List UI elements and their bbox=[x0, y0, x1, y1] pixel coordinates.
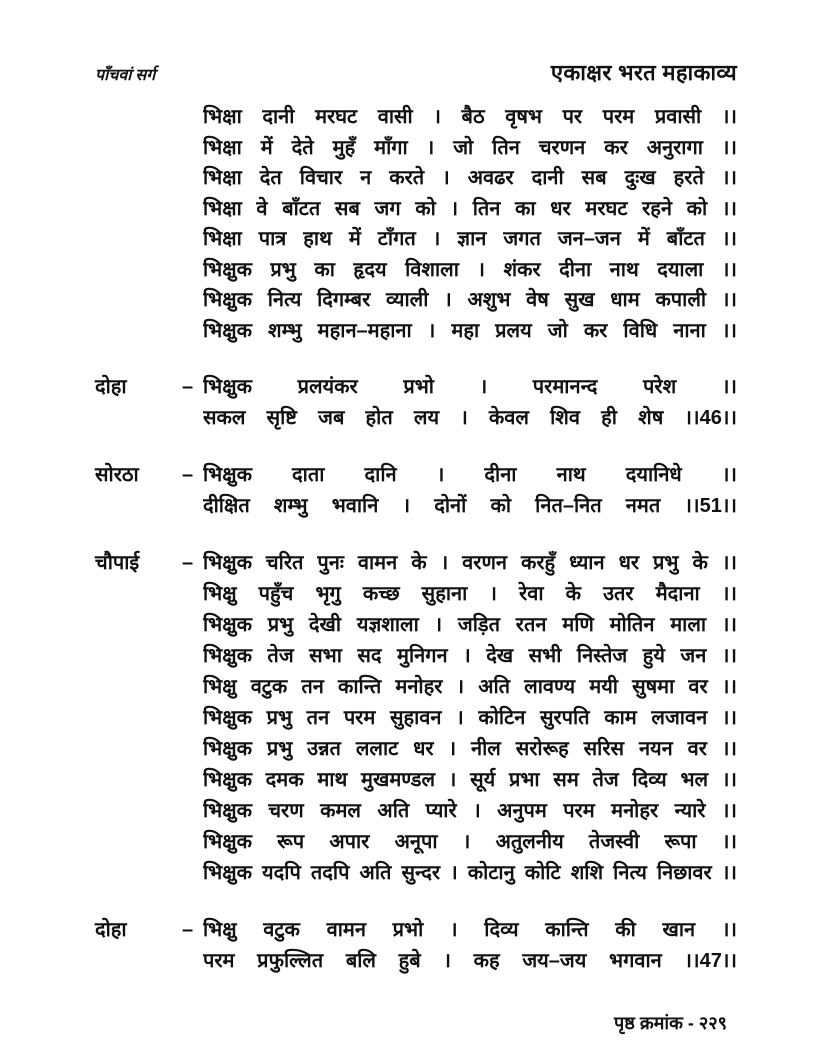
verse-line: भिक्षा देत विचार न करते । अवढर दानी सब दुःख हरते ।। bbox=[203, 167, 737, 189]
stanza-label: दोहा bbox=[95, 376, 127, 398]
stanza-dash: – bbox=[182, 552, 194, 574]
verse-line: सकल सृष्टि जब होत लय । केवल शिव ही शेष ।।46।। bbox=[203, 407, 737, 429]
stanza-chaupai bbox=[95, 548, 737, 889]
verse-line: भिक्षुक रूप अपार अनूपा । अतुलनीय तेजस्वी रूपा ।। bbox=[203, 831, 737, 853]
verse-line: भिक्षुक शम्भु महान–महाना । महा प्रलय जो कर विधि नाना ।। bbox=[203, 319, 737, 342]
verse-line: भिक्षा पात्र हाथ में टाँगत । ज्ञान जगत जन–जन में बाँटत ।। bbox=[203, 228, 737, 250]
stanza-dash: – bbox=[182, 464, 194, 486]
verse-line: भिक्षुक यदपि तदपि अति सुन्दर । कोटानु कोटि शशि नित्य निछावर ।। bbox=[203, 862, 737, 884]
verse-line: भिक्षुक चरण कमल अति प्यारे । अनुपम परम मनोहर न्यारे ।। bbox=[203, 800, 737, 822]
verse-line: भिक्षुक तेज सभा सद मुनिगन । देख सभी निस्तेज हुये जन ।। bbox=[203, 645, 737, 667]
stanza-dash: – bbox=[182, 376, 194, 398]
page-number: पृष्ठ क्रमांक - २२९ bbox=[614, 1013, 727, 1033]
verse-line: भिक्षा दानी मरघट वासी । बैठ वृषभ पर परम प्रवासी ।। bbox=[203, 106, 737, 128]
verse-line: भिक्षुक प्रभु का हृदय विशाला । शंकर दीना नाथ दयाला ।। bbox=[203, 258, 737, 281]
page-footer bbox=[95, 1011, 737, 1035]
verse-line: परम प्रफुल्लित बलि हुबे । कह जय–जय भगवान ।।47।। bbox=[203, 950, 737, 972]
stanza-label: सोरठा bbox=[95, 464, 139, 486]
verse-line: भिक्षुक प्रभु तन परम सुहावन । कोटिन सुरपति काम लजावन ।। bbox=[203, 707, 737, 729]
verse-line: दीक्षित शम्भु भवानि । दोनों को नित–नित नमत ।।51।। bbox=[203, 495, 737, 517]
stanza-doha-47 bbox=[95, 915, 737, 977]
stanza-lines bbox=[203, 548, 737, 889]
verse-line: भिक्षुक चरित पुनः वामन के । वरणन करहुँ ध्यान धर प्रभु के ।। bbox=[203, 552, 737, 574]
verse-line: भिक्षा वे बाँटत सब जग को । तिन का धर मरघट रहने को ।। bbox=[203, 197, 737, 220]
verse-line: भिक्षु वटुक तन कान्ति मनोहर । अति लावण्य मयी सुषमा वर ।। bbox=[203, 676, 737, 698]
verse-line: भिक्षा में देते मुहँ माँगा । जो तिन चरणन कर अनुरागा ।। bbox=[203, 136, 737, 159]
stanza-label: चौपाई bbox=[95, 552, 140, 574]
verse-line: भिक्षुक नित्य दिगम्बर व्याली । अशुभ वेष सुख धाम कपाली ।। bbox=[203, 289, 737, 311]
page-header bbox=[95, 57, 737, 87]
opening-chaupai-block bbox=[203, 102, 737, 346]
book-title: एकाक्षर भरत महाकाव्य bbox=[550, 60, 737, 85]
stanza-soratha-51 bbox=[95, 460, 737, 522]
stanza-dash: – bbox=[182, 919, 194, 941]
stanza-lines bbox=[203, 460, 737, 522]
verse-line: भिक्षु पहुँच भृगु कच्छ सुहाना । रेवा के उतर मैदाना ।। bbox=[203, 583, 737, 605]
verse-line: भिक्षुक दमक माथ मुखमण्डल । सूर्य प्रभा सम तेज दिव्य भल ।। bbox=[203, 769, 737, 791]
verse-line: भिक्षुक प्रलयंकर प्रभो । परमानन्द परेश ।। bbox=[203, 376, 737, 398]
canto-title: पाँचवां सर्ग bbox=[95, 67, 156, 84]
verse-line: भिक्षुक प्रभु देखी यज्ञशाला । जड़ित रतन मणि मोतिन माला ।। bbox=[203, 614, 737, 636]
stanza-lines bbox=[203, 915, 737, 977]
stanza-lines bbox=[203, 372, 737, 434]
verse-line: भिक्षुक प्रभु उन्नत ललाट धर । नील सरोरूह सरिस नयन वर ।। bbox=[203, 738, 737, 760]
stanza-label: दोहा bbox=[95, 919, 127, 941]
verse-line: भिक्षुक दाता दानि । दीना नाथ दयानिधे ।। bbox=[203, 464, 737, 486]
stanza-doha-46 bbox=[95, 372, 737, 434]
verse-line: भिक्षु वटुक वामन प्रभो । दिव्य कान्ति की खान ।। bbox=[203, 919, 737, 941]
